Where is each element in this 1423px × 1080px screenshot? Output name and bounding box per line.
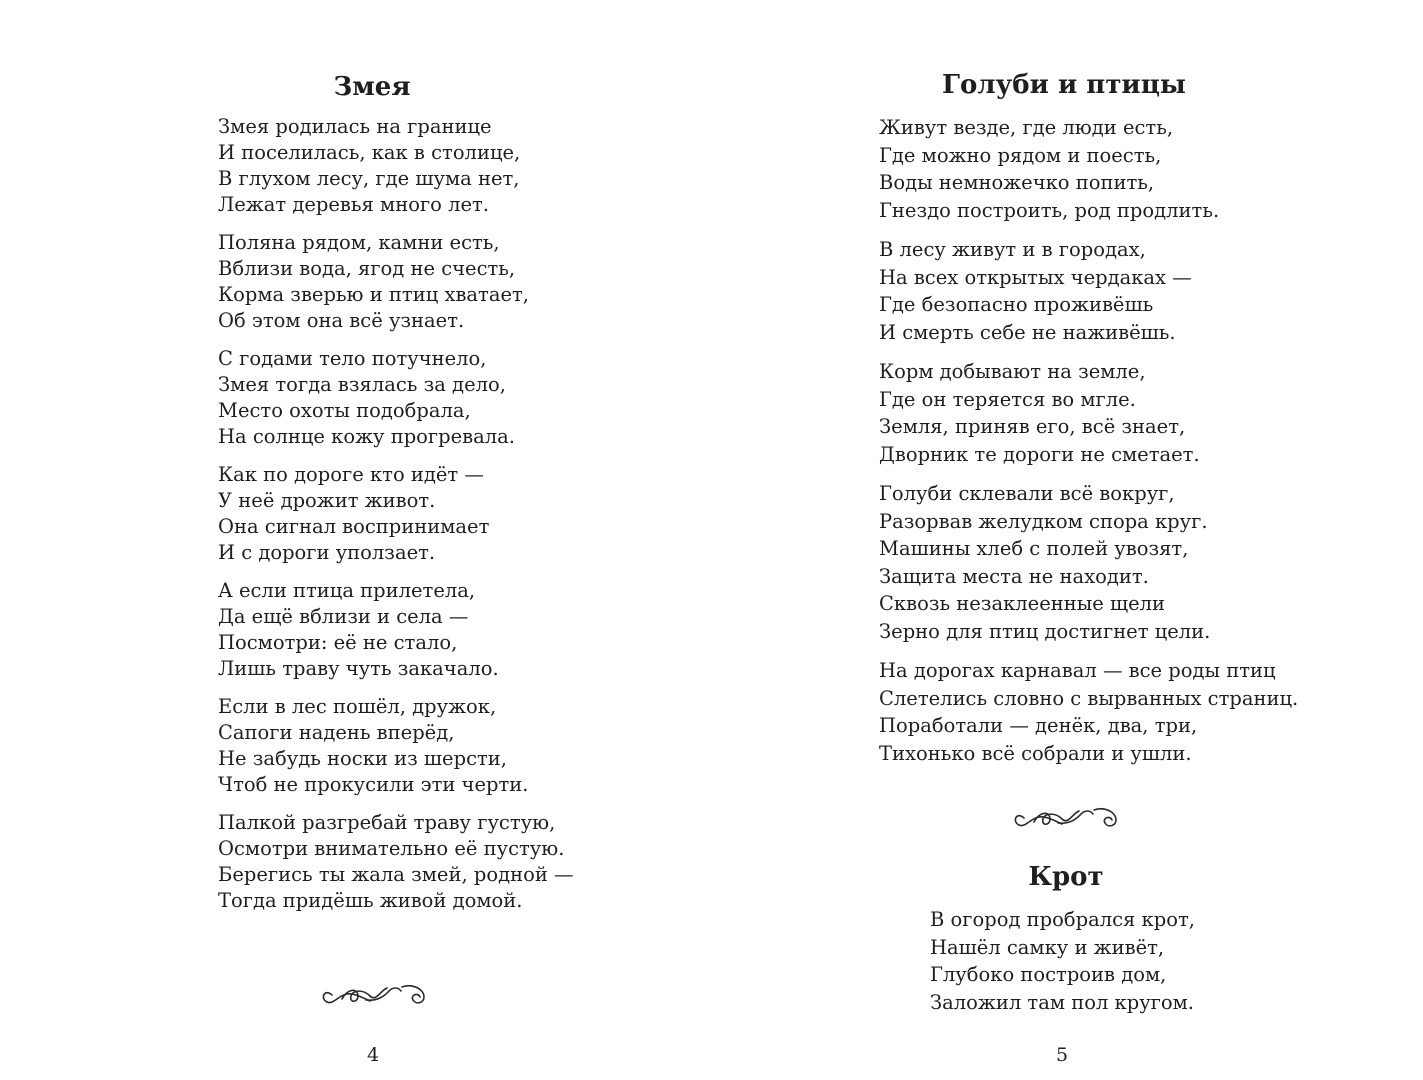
poem-line: Корм добывают на земле, [879, 360, 1146, 383]
page-number: 5 [1055, 1044, 1069, 1066]
poem-line: Где можно рядом и поесть, [879, 143, 1162, 167]
poem-line: Живут везде, где люди есть, [879, 116, 1174, 139]
stanza [218, 230, 574, 334]
poem-line: Если в лес пошёл, дружок, [218, 695, 497, 718]
poem-line: Воды немножечко попить, [879, 171, 1155, 194]
poem-line: Дворник те дороги не сметает. [879, 442, 1200, 466]
poem-line: Вблизи вода, ягод не счесть, [218, 257, 516, 280]
poem-line: А если птица прилетела, [218, 579, 476, 602]
poem-line: Сквозь незаклеенные щели [879, 592, 1166, 615]
poem-line: Тихонько всё собрали и ушли. [879, 741, 1192, 765]
flourish-ornament-icon [318, 979, 430, 1011]
stanza [218, 114, 574, 218]
poem-line: Лежат деревья много лет. [218, 193, 490, 216]
poem-line: Заложил там пол кругом. [930, 990, 1194, 1014]
poem-line: Чтоб не прокусили эти черти. [218, 773, 529, 796]
poem-body-golubi [879, 114, 1298, 779]
poem-line: Берегись ты жала змей, родной — [218, 863, 574, 886]
poem-line: На дорогах карнавал — все роды птиц [879, 659, 1276, 682]
poem-title-zmeya: Змея [333, 72, 411, 102]
stanza [879, 236, 1298, 346]
poem-line: Посмотри: её не стало, [218, 631, 458, 654]
poem-line: Об этом она всё узнает. [218, 309, 465, 332]
stanza [218, 578, 574, 682]
poem-line: Нашёл самку и живёт, [930, 935, 1165, 959]
poem-line: У неё дрожит живот. [218, 489, 436, 512]
poem-line: Палкой разгребай траву густую, [218, 811, 556, 834]
poem-line: Зерно для птиц достигнет цели. [879, 619, 1211, 643]
stanza [218, 810, 574, 914]
poem-line: Как по дороге кто идёт — [218, 463, 484, 486]
poem-title-krot: Крот [1028, 862, 1104, 892]
poem-line: Где безопасно проживёшь [879, 293, 1154, 316]
poem-line: В глухом лесу, где шума нет, [218, 167, 520, 190]
poem-line: Слетелись словно с вырванных страниц. [879, 686, 1299, 710]
poem-line: С годами тело потучнело, [218, 347, 487, 370]
poem-line: Осмотри внимательно её пустую. [218, 837, 565, 860]
poem-line: И с дороги уползает. [218, 541, 436, 564]
stanza [930, 906, 1195, 1016]
stanza [218, 346, 574, 450]
poem-line: В огород пробрался крот, [930, 908, 1195, 931]
poem-line: Поляна рядом, камни есть, [218, 231, 500, 254]
poem-line: Где он теряется во мгле. [879, 387, 1136, 411]
poem-line: Земля, приняв его, всё знает, [879, 415, 1186, 438]
poem-line: Глубоко построив дом, [930, 963, 1167, 986]
left-page [0, 0, 711, 1080]
poem-line: Гнездо построить, род продлить. [879, 198, 1220, 222]
poem-body-krot [930, 906, 1195, 1028]
poem-body-zmeya [218, 114, 574, 926]
right-page [712, 0, 1423, 1080]
poem-line: Тогда придёшь живой домой. [218, 889, 523, 912]
flourish-ornament-icon [1010, 802, 1122, 834]
poem-line: Корма зверью и птиц хватает, [218, 283, 529, 306]
poem-line: Поработали — денёк, два, три, [879, 714, 1198, 737]
poem-line: Змея родилась на границе [218, 115, 492, 138]
poem-line: Лишь траву чуть закачало. [218, 657, 499, 680]
poem-line: Машины хлеб с полей увозят, [879, 537, 1189, 560]
poem-line: Змея тогда взялась за дело, [218, 373, 506, 396]
poem-line: На всех открытых чердаках — [879, 265, 1192, 289]
stanza [879, 358, 1298, 468]
page-number: 4 [366, 1044, 380, 1066]
poem-title-golubi: Голуби и птицы [942, 70, 1186, 100]
poem-line: Место охоты подобрала, [218, 399, 471, 422]
poem-line: И поселилась, как в столице, [218, 141, 521, 164]
stanza [879, 657, 1298, 767]
stanza [879, 114, 1298, 224]
poem-line: Разорвав желудком спора круг. [879, 509, 1208, 533]
poem-line: На солнце кожу прогревала. [218, 425, 515, 448]
poem-line: Голуби склевали всё вокруг, [879, 482, 1175, 505]
poem-line: Сапоги надень вперёд, [218, 721, 455, 744]
poem-line: Да ещё вблизи и села — [218, 605, 469, 628]
poem-line: Защита места не находит. [879, 564, 1149, 588]
poem-line: Она сигнал воспринимает [218, 515, 490, 538]
stanza [218, 694, 574, 798]
poem-line: И смерть себе не наживёшь. [879, 320, 1176, 344]
poem-line: Не забудь носки из шерсти, [218, 747, 507, 770]
stanza [879, 480, 1298, 645]
stanza [218, 462, 574, 566]
poem-line: В лесу живут и в городах, [879, 238, 1146, 261]
